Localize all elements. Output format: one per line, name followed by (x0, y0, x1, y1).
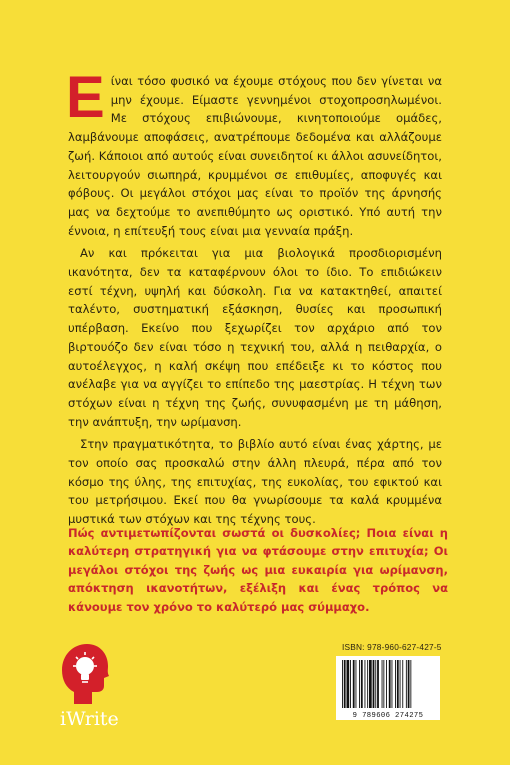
barcode (336, 656, 440, 720)
barcode-bar (410, 660, 411, 708)
head-lightbulb-icon (58, 642, 110, 706)
barcode-bar (395, 660, 396, 708)
barcode-bar (373, 660, 375, 708)
synopsis (66, 65, 442, 533)
isbn-block (336, 642, 444, 742)
barcode-bar (342, 660, 343, 708)
barcode-bar (369, 660, 372, 708)
synopsis-paragraph-1 (66, 65, 442, 240)
barcode-bar (365, 660, 366, 708)
drop-cap: Ε (66, 65, 105, 130)
barcode-bar (402, 660, 403, 708)
barcode-bar (344, 660, 346, 708)
barcode-bar (353, 660, 355, 708)
barcode-bar (375, 660, 376, 708)
barcode-bar (367, 660, 368, 708)
barcode-bar (383, 660, 384, 708)
barcode-bars (340, 660, 436, 712)
publisher-name: iWrite (60, 708, 119, 730)
synopsis-paragraph-2: Αν και πρόκειται για μια βιολογικά προσδιορισμένη ικανότητα, δεν τα καταφέρνουν όλοι το ίδιο. Το επιδιώκειν εστί τέχνη, υψηλή και δύσκολη. Για να κατακτηθεί, απαιτεί ταλέντο, συστηματική εξάσκηση, θυσίες και προσωπική υπέρβαση. Εκείνο που ξεχωρίζει τον αρχάριο από τον βιρτουόζο δεν είναι τόσο η τεχνική του, αλλά η πειθαρχία, ο αυτοέλεγχος, η καλή σκέψη που επέδειξε κι το κόστος που ανέλαβε για να αγγίζει το επίπεδο της μαεστρίας. Η τέχνη των στόχων είναι η τέχνη της ζωής, συνυφασμένη με τη μάθηση, την ανάπτυξη, την ωρίμανση. (68, 246, 442, 429)
barcode-bar (382, 660, 383, 708)
tagline-blurb: Πώς αντιμετωπίζονται σωστά οι δυσκολίες; Ποια είναι η καλύτερη στρατηγική για να φτάσουμε στην επιτυχία; Οι μεγάλοι στόχοι της ζωής ως μια ευκαιρία για ωρίμανση, απόκτηση ικανοτήτων, εξέλιξη και ένας τρόπος να κάνουμε τον χρόνο το καλύτερό μας σύμμαχο. (68, 526, 448, 614)
paragraph-1-text: ίναι τόσο φυσικό να έχουμε στόχους που δεν γίνεται να μην έχουμε. Είμαστε γεννημένοι στοχοπροσηλωμένοι. Με στόχους επιβιώνουμε, κινητοποιούμε ομάδες, λαμβάνουμε αποφάσεις, ανατρέπουμε δεδομένα και αλλάζουμε ζωή. Κάποιοι από αυτούς είναι συνειδητοί κι άλλοι ασυνείδητοι, λειτουργούν σιωπηρά, κρυμμένοι σε επιθυμίες, αποφυγές και φόβους. Οι μεγάλοι στόχοι μας είναι το προϊόν της άρνησής μας να δεχτούμε το ανεπιθύμητο ως οριστικό. Υπό αυτή την έννοια, η επίτευξή τους είναι μια γενναία πράξη. (68, 74, 442, 238)
barcode-bar (347, 660, 350, 708)
barcode-bar (350, 660, 351, 708)
barcode-bar (397, 660, 399, 708)
barcode-bar (386, 660, 387, 708)
barcode-digits: 9 789606 274275 (352, 712, 424, 720)
barcode-bar (406, 660, 407, 708)
barcode-bar (361, 660, 363, 708)
barcode-bar (389, 660, 391, 708)
barcode-bar (400, 660, 401, 708)
publisher-logo (58, 642, 168, 742)
barcode-bar (359, 660, 360, 708)
barcode-bar (377, 660, 379, 708)
synopsis-paragraph-3: Στην πραγματικότητα, το βιβλίο αυτό είναι ένας χάρτης, με τον οποίο σας προσκαλώ στην άλλη πλευρά, πέρα από τον κόσμο της ύλης, της επιτυχίας, της ευκολίας, του εφικτού και του μετρήσιμου. Εκεί που θα γνωρίσουμε τα καλά κρυμμένα μυστικά των στόχων και της τέχνης τους. (68, 437, 442, 527)
barcode-bar (392, 660, 393, 708)
barcode-bar (408, 660, 410, 708)
barcode-bar (356, 660, 357, 708)
isbn-label: ISBN: 978-960-627-427-5 (342, 642, 442, 652)
